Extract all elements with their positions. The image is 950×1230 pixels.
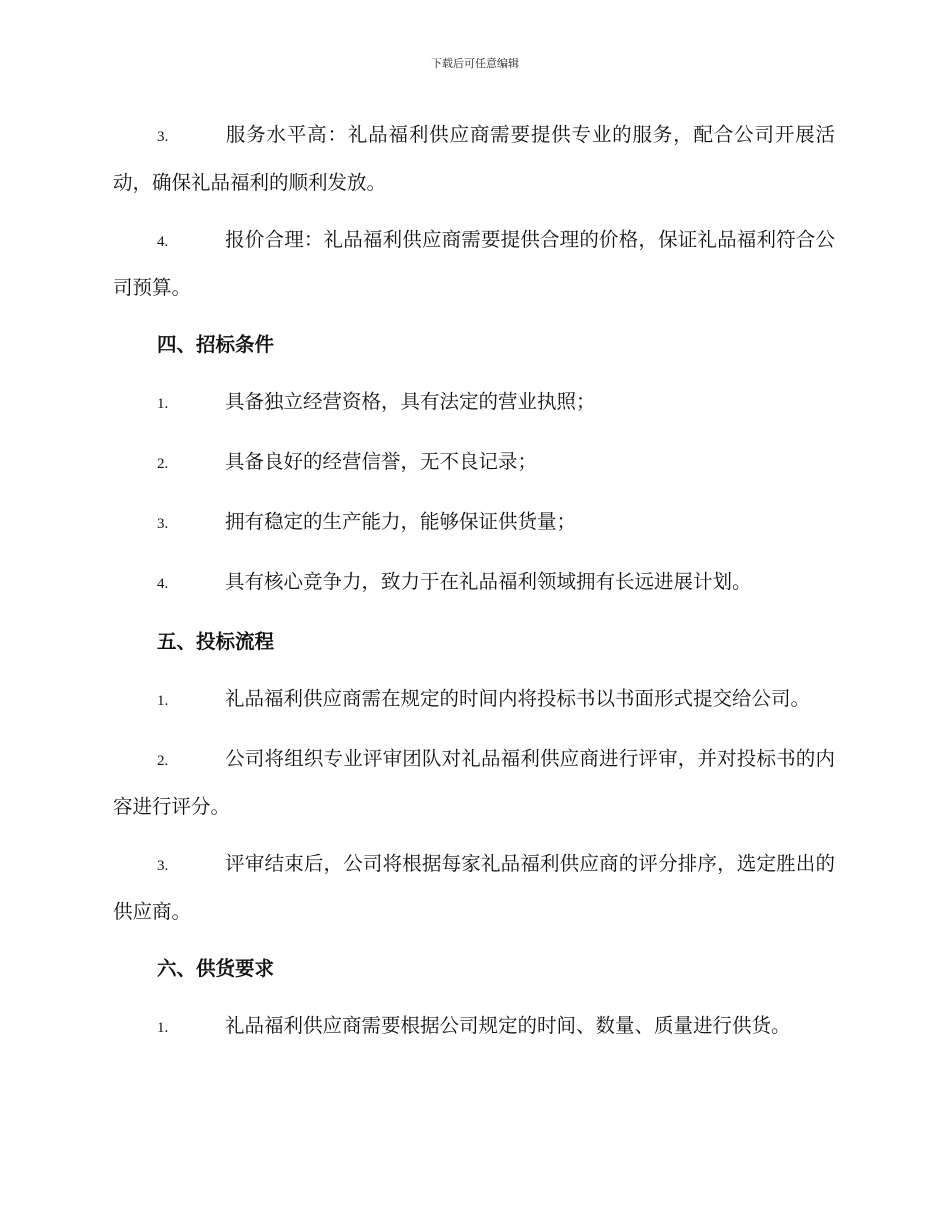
page-header-note: 下载后可任意编辑 <box>431 57 519 70</box>
item-number: 3. <box>157 516 169 532</box>
document-body <box>113 112 835 1063</box>
list-item <box>113 1003 835 1051</box>
item-number: 2. <box>157 753 169 769</box>
item-text: 公司将组织专业评审团队对礼品福利供应商进行评审，并对投标书的内容进行评分。 <box>113 747 835 818</box>
list-item <box>113 841 835 934</box>
item-number: 4. <box>157 576 169 592</box>
list-item <box>113 499 835 547</box>
item-text: 具有核心竞争力，致力于在礼品福利领域拥有长远进展计划。 <box>225 570 752 593</box>
list-item <box>113 217 835 310</box>
item-text: 报价合理：礼品福利供应商需要提供合理的价格，保证礼品福利符合公司预算。 <box>113 228 835 299</box>
section-heading: 五、投标流程 <box>157 630 275 653</box>
item-number: 3. <box>157 858 169 874</box>
item-number: 2. <box>157 456 169 472</box>
item-text: 具备良好的经营信誉，无不良记录； <box>225 450 538 473</box>
list-item <box>113 736 835 829</box>
item-text: 礼品福利供应商需要根据公司规定的时间、数量、质量进行供货。 <box>225 1014 791 1037</box>
list-item <box>113 559 835 607</box>
list-item <box>113 112 835 205</box>
item-text: 拥有稳定的生产能力，能够保证供货量； <box>225 510 577 533</box>
item-number: 4. <box>157 234 169 250</box>
item-number: 1. <box>157 1020 169 1036</box>
item-text: 服务水平高：礼品福利供应商需要提供专业的服务，配合公司开展活动，确保礼品福利的顺利发放。 <box>113 123 835 194</box>
item-number: 1. <box>157 396 169 412</box>
section-heading: 六、供货要求 <box>157 957 275 980</box>
item-number: 1. <box>157 693 169 709</box>
list-item <box>113 439 835 487</box>
list-item <box>113 676 835 724</box>
section-heading: 四、招标条件 <box>157 333 275 356</box>
item-text: 礼品福利供应商需在规定的时间内将投标书以书面形式提交给公司。 <box>225 687 811 710</box>
item-text: 具备独立经营资格，具有法定的营业执照； <box>225 390 596 413</box>
item-number: 3. <box>157 129 169 145</box>
item-text: 评审结束后，公司将根据每家礼品福利供应商的评分排序，选定胜出的供应商。 <box>113 852 835 923</box>
list-item <box>113 379 835 427</box>
